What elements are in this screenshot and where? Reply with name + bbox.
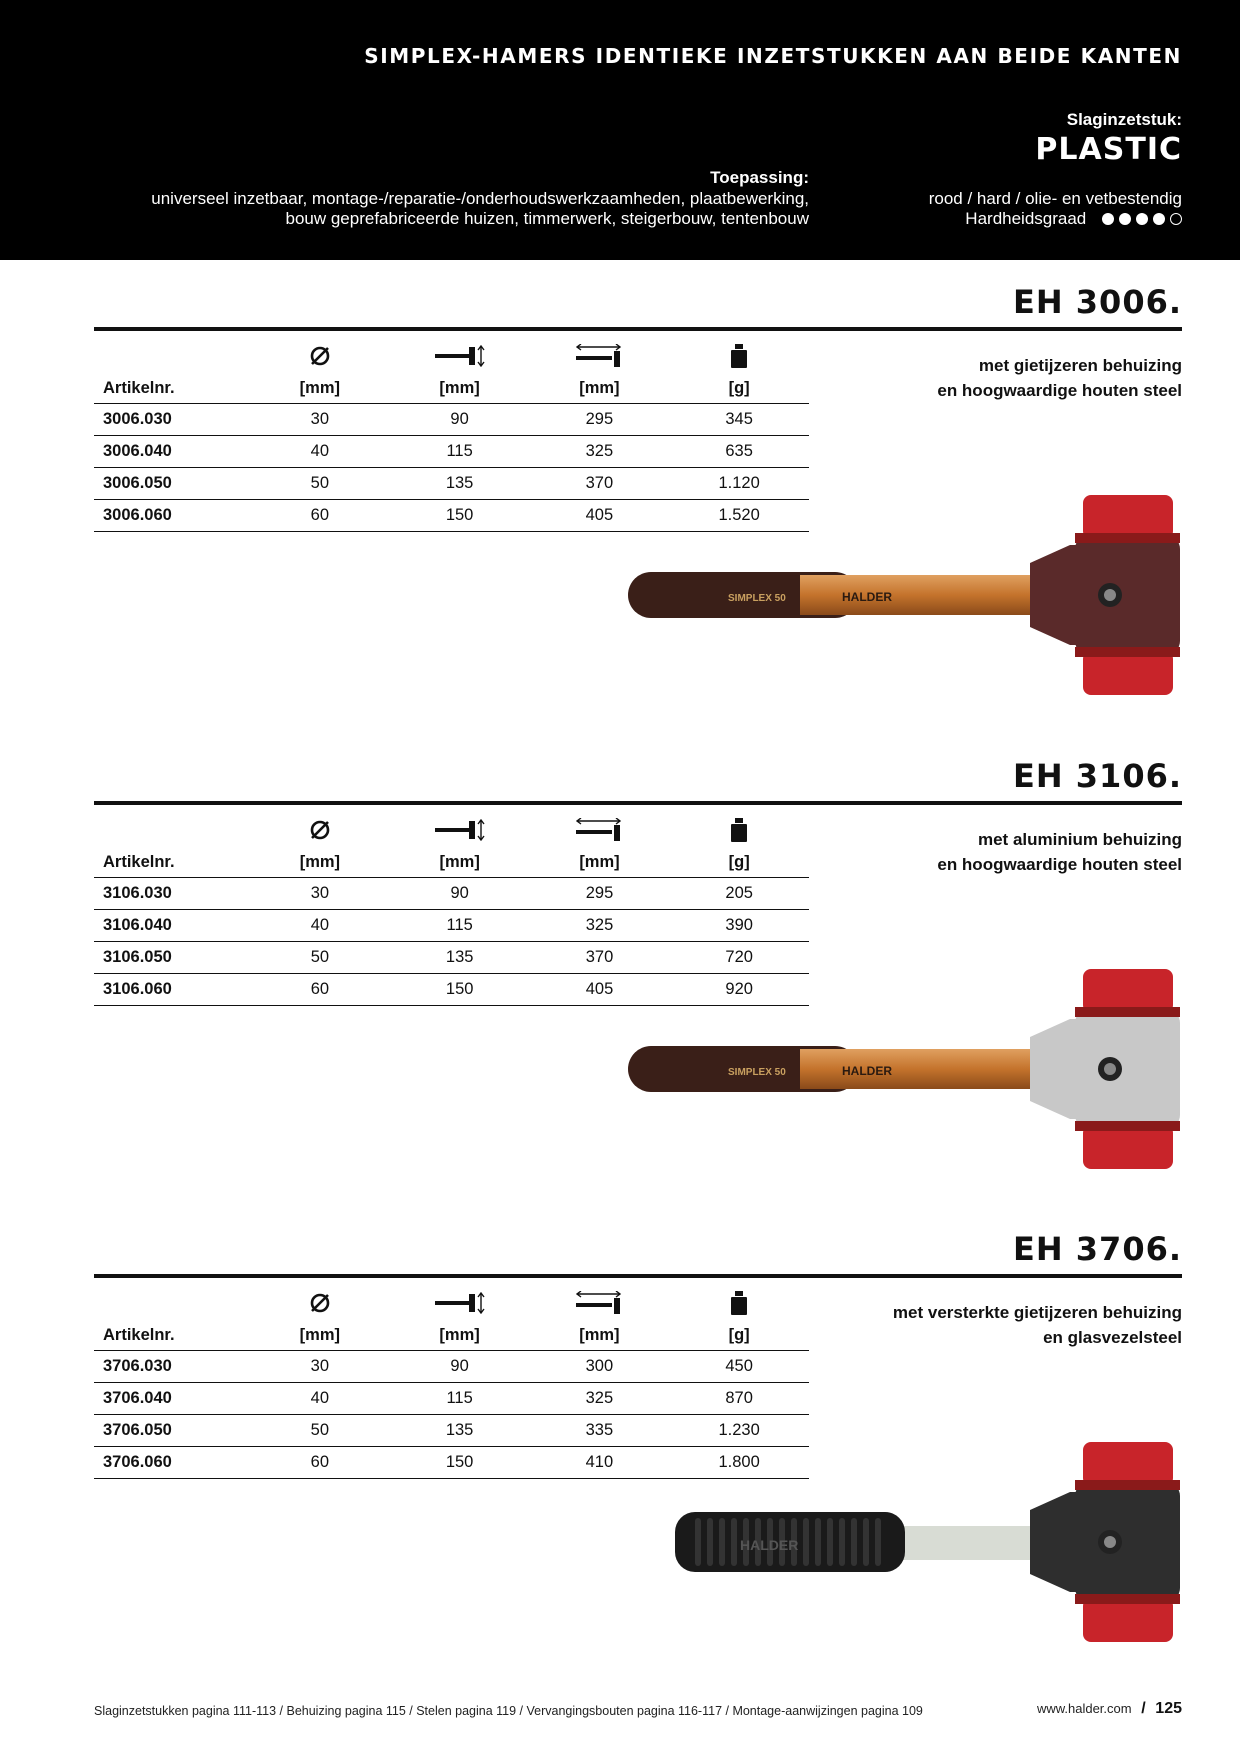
article-number-cell: 3106.050 (94, 942, 250, 974)
article-header: Artikelnr. (94, 847, 250, 878)
product-title: EH 3106. (1013, 757, 1182, 795)
head-length-cell: 135 (390, 942, 530, 974)
total-length-cell: 405 (530, 974, 670, 1006)
section-divider (94, 327, 1182, 331)
weight-unit-header: [g] (669, 373, 809, 404)
article-number-cell: 3706.040 (94, 1383, 250, 1415)
weight-cell: 635 (669, 436, 809, 468)
table-header-row (94, 847, 809, 878)
weight-icon (669, 817, 809, 847)
weight-cell: 390 (669, 910, 809, 942)
table-row (94, 1351, 809, 1383)
weight-cell: 720 (669, 942, 809, 974)
diameter-cell: 60 (250, 974, 390, 1006)
article-number-cell: 3006.030 (94, 404, 250, 436)
product-section (0, 757, 1240, 1227)
diameter-cell: 30 (250, 1351, 390, 1383)
article-header: Artikelnr. (94, 1320, 250, 1351)
total-length-cell: 295 (530, 404, 670, 436)
article-number-cell: 3106.060 (94, 974, 250, 1006)
diameter-cell: 60 (250, 500, 390, 532)
table-row (94, 436, 809, 468)
total-length-unit-header: [mm] (530, 373, 670, 404)
hardness-dot-filled (1153, 213, 1165, 225)
application-line: bouw geprefabriceerde huizen, timmerwerk, steigerbouw, tentenbouw (285, 209, 809, 228)
product-description (893, 1300, 1182, 1350)
weight-cell: 345 (669, 404, 809, 436)
total-length-cell: 370 (530, 942, 670, 974)
head-length-cell: 115 (390, 910, 530, 942)
weight-cell: 450 (669, 1351, 809, 1383)
hammer-image (620, 969, 1190, 1184)
product-description (937, 353, 1182, 403)
diameter-icon (250, 817, 390, 847)
article-number-cell: 3706.060 (94, 1447, 250, 1479)
diameter-cell: 40 (250, 436, 390, 468)
table-header-row (94, 373, 809, 404)
handle-brand-text: HALDER (842, 590, 892, 604)
total-length-unit-header: [mm] (530, 1320, 670, 1351)
diameter-cell: 50 (250, 468, 390, 500)
diameter-unit-header: [mm] (250, 847, 390, 878)
footer-url[interactable]: www.halder.com (1036, 1701, 1132, 1716)
product-description-line1: met versterkte gietijzeren behuizing (892, 1303, 1182, 1322)
total-length-cell: 370 (530, 468, 670, 500)
weight-cell: 870 (669, 1383, 809, 1415)
application-line: universeel inzetbaar, montage-/reparatie-/onderhoudswerkzaamheden, plaatbewerking, (151, 189, 809, 208)
handle-model-text: SIMPLEX 50 (728, 593, 786, 604)
insert-label: Slaginzetstuk: (1066, 110, 1182, 129)
head-length-icon (390, 817, 530, 847)
diameter-icon (250, 343, 390, 373)
weight-unit-header: [g] (669, 1320, 809, 1351)
product-description-line2: en glasvezelsteel (1043, 1328, 1182, 1347)
product-description-line1: met gietijzeren behuizing (978, 356, 1182, 375)
total-length-cell: 325 (530, 436, 670, 468)
head-length-cell: 90 (390, 878, 530, 910)
total-length-cell: 405 (530, 500, 670, 532)
product-section (0, 283, 1240, 753)
handle-brand-text: HALDER (740, 1537, 799, 1553)
hardness-rating (1097, 210, 1182, 230)
article-number-cell: 3006.050 (94, 468, 250, 500)
product-title: EH 3006. (1013, 283, 1182, 321)
total-length-icon (530, 343, 670, 373)
total-length-cell: 325 (530, 910, 670, 942)
hardness-dot-empty (1170, 213, 1182, 225)
table-header-row (94, 1320, 809, 1351)
footer-page-info (1037, 1700, 1182, 1718)
hammer-image (620, 1442, 1190, 1657)
head-length-cell: 135 (390, 1415, 530, 1447)
diameter-cell: 40 (250, 1383, 390, 1415)
head-length-cell: 150 (390, 500, 530, 532)
hardness-label: Hardheidsgraad (965, 209, 1087, 228)
total-length-unit-header: [mm] (530, 847, 670, 878)
head-length-unit-header: [mm] (390, 373, 530, 404)
diameter-cell: 60 (250, 1447, 390, 1479)
total-length-icon (530, 1290, 670, 1320)
hardness-dot-filled (1102, 213, 1114, 225)
page-number: 125 (1155, 1700, 1182, 1717)
product-description-line1: met aluminium behuizing (977, 830, 1182, 849)
table-row (94, 910, 809, 942)
product-description (937, 827, 1182, 877)
table-row (94, 878, 809, 910)
diameter-icon (250, 1290, 390, 1320)
total-length-cell: 300 (530, 1351, 670, 1383)
page-title: SIMPLEX-HAMERS IDENTIEKE INZETSTUKKEN AAN BEIDE KANTEN (364, 44, 1182, 68)
head-length-cell: 90 (390, 1351, 530, 1383)
weight-icon (669, 1290, 809, 1320)
head-length-cell: 90 (390, 404, 530, 436)
application-heading: Toepassing: (710, 168, 809, 187)
diameter-cell: 30 (250, 878, 390, 910)
properties-line: rood / hard / olie- en vetbestendig (928, 189, 1182, 208)
table-row (94, 1383, 809, 1415)
head-length-cell: 115 (390, 1383, 530, 1415)
header-banner (0, 0, 1240, 260)
total-length-cell: 335 (530, 1415, 670, 1447)
table-icon-row (94, 817, 809, 847)
diameter-unit-header: [mm] (250, 373, 390, 404)
section-divider (94, 801, 1182, 805)
head-length-unit-header: [mm] (390, 1320, 530, 1351)
hardness-line (965, 209, 1182, 230)
handle-model-text: SIMPLEX 50 (728, 1067, 786, 1078)
hardness-dot-filled (1136, 213, 1148, 225)
section-divider (94, 1274, 1182, 1278)
total-length-cell: 325 (530, 1383, 670, 1415)
head-length-cell: 115 (390, 436, 530, 468)
product-title: EH 3706. (1013, 1230, 1182, 1268)
hardness-dot-filled (1119, 213, 1131, 225)
weight-unit-header: [g] (669, 847, 809, 878)
table-row (94, 404, 809, 436)
table-icon-row (94, 343, 809, 373)
total-length-icon (530, 817, 670, 847)
handle-brand-text: HALDER (842, 1064, 892, 1078)
weight-cell: 1.230 (669, 1415, 809, 1447)
product-description-line2: en hoogwaardige houten steel (937, 381, 1182, 400)
head-length-icon (390, 343, 530, 373)
diameter-cell: 50 (250, 942, 390, 974)
total-length-cell: 410 (530, 1447, 670, 1479)
head-length-cell: 150 (390, 1447, 530, 1479)
article-number-cell: 3106.030 (94, 878, 250, 910)
head-length-cell: 150 (390, 974, 530, 1006)
weight-cell: 1.520 (669, 500, 809, 532)
table-icon-row (94, 1290, 809, 1320)
product-description-line2: en hoogwaardige houten steel (937, 855, 1182, 874)
footer-separator: / (1141, 1700, 1146, 1717)
article-number-cell: 3006.060 (94, 500, 250, 532)
weight-cell: 920 (669, 974, 809, 1006)
head-length-cell: 135 (390, 468, 530, 500)
hammer-image (620, 495, 1190, 710)
article-number-cell: 3106.040 (94, 910, 250, 942)
article-number-cell: 3706.030 (94, 1351, 250, 1383)
insert-value: PLASTIC (1035, 132, 1182, 167)
weight-cell: 1.800 (669, 1447, 809, 1479)
head-length-icon (390, 1290, 530, 1320)
weight-cell: 205 (669, 878, 809, 910)
article-number-cell: 3706.050 (94, 1415, 250, 1447)
diameter-unit-header: [mm] (250, 1320, 390, 1351)
diameter-cell: 30 (250, 404, 390, 436)
article-header: Artikelnr. (94, 373, 250, 404)
weight-cell: 1.120 (669, 468, 809, 500)
total-length-cell: 295 (530, 878, 670, 910)
article-number-cell: 3006.040 (94, 436, 250, 468)
diameter-cell: 50 (250, 1415, 390, 1447)
diameter-cell: 40 (250, 910, 390, 942)
weight-icon (669, 343, 809, 373)
head-length-unit-header: [mm] (390, 847, 530, 878)
footer-references: Slaginzetstukken pagina 111-113 / Behuizing pagina 115 / Stelen pagina 119 / Vervangingsbouten pagina 116-117 / Montage-aanwijzingen pagina 109 (94, 1704, 923, 1718)
product-section (0, 1230, 1240, 1700)
